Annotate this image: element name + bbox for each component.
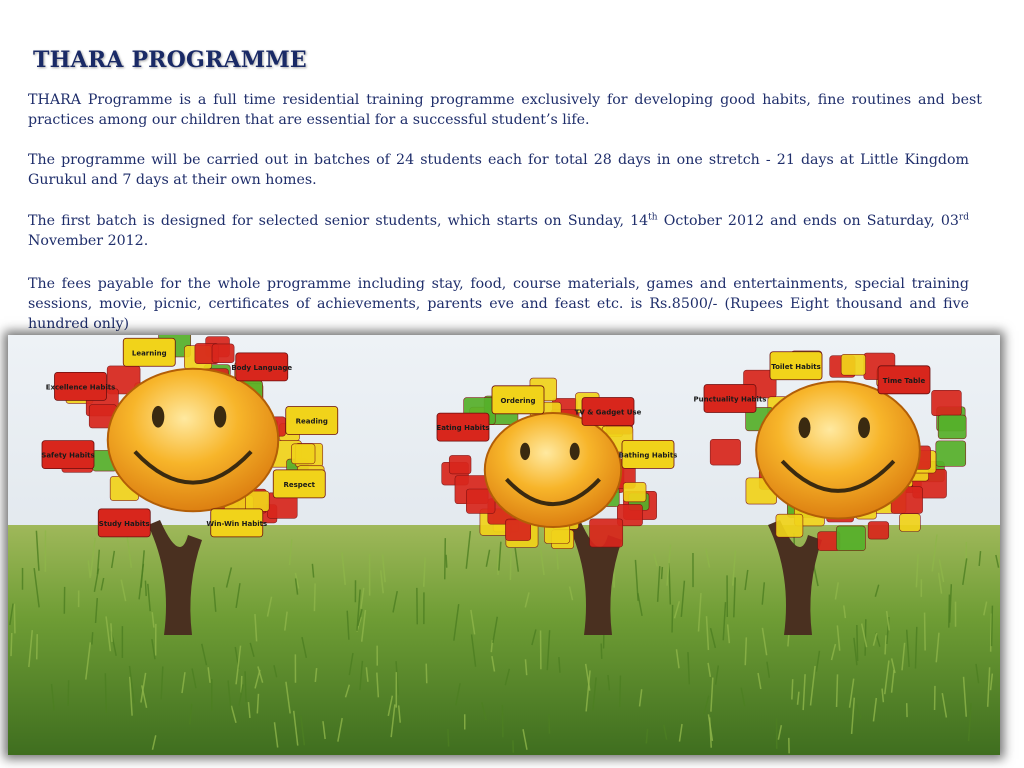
- puzzle-label: Learning: [131, 349, 167, 358]
- puzzle-label: Body Language: [231, 363, 293, 372]
- schedule-text-1: The first batch is designed for selected senior students, which starts on Sunday, 14: [28, 213, 649, 229]
- fees-paragraph: The fees payable for the whole programme including stay, food, course materials, games and entertainments, special training sessions, movie, picnic, certificates of achievements, parents eve and feast etc. is Rs.8500/- (Rupees Eight thousand and five hundred only): [28, 276, 969, 332]
- puzzle-label: Win-Win Habits: [206, 519, 268, 528]
- puzzle-label: Bathing Habits: [618, 451, 678, 460]
- puzzle-label: Time Table: [882, 376, 926, 385]
- puzzle-label: Respect: [283, 480, 316, 489]
- puzzle-label: Toilet Habits: [771, 362, 821, 371]
- puzzle-label: Reading: [295, 417, 328, 426]
- page-title: THARA PROGRAMME: [33, 47, 307, 73]
- ordinal-rd: rd: [958, 212, 969, 223]
- schedule-paragraph: [28, 211, 969, 251]
- puzzle-label: Safety Habits: [41, 451, 95, 460]
- batch-paragraph: The programme will be carried out in batches of 24 students each for total 28 days in one stretch - 21 days at Little Kingdom Gurukul and 7 days at their own homes.: [28, 152, 969, 188]
- schedule-text-3: November 2012.: [28, 233, 149, 249]
- puzzle-label: Eating Habits: [436, 424, 490, 433]
- puzzle-label: Study Habits: [98, 519, 150, 528]
- puzzle-label: Punctuality Habits: [693, 395, 767, 404]
- puzzle-label: Ordering: [500, 396, 536, 405]
- habit-trees-illustration: [8, 335, 1000, 755]
- schedule-text-2: October 2012 and ends on Saturday, 03: [657, 213, 959, 229]
- puzzle-label: TV & Gadget Use: [574, 408, 642, 417]
- ordinal-th: th: [648, 212, 658, 223]
- habit-trees-image: [8, 335, 1000, 755]
- intro-paragraph: THARA Programme is a full time residential training programme exclusively for developing good habits, fine routines and best practices among our children that are essential for a successful student’s life.: [28, 92, 982, 128]
- puzzle-label: Excellence Habits: [45, 383, 116, 392]
